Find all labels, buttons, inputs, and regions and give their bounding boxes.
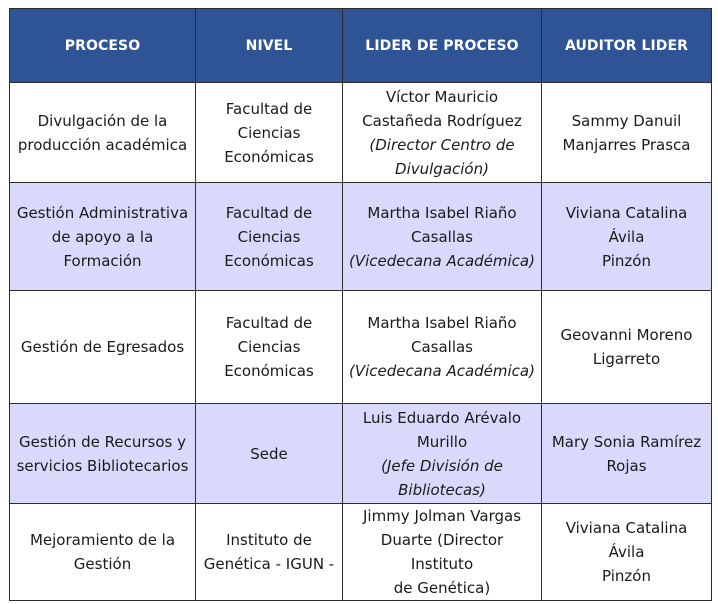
cell-lider [343,504,542,601]
lider-name: de Genética) [393,579,491,597]
cell-proceso [10,83,196,183]
proceso-text: Gestión de Egresados [20,338,185,356]
cell-lider [343,183,542,291]
cell-proceso [10,504,196,601]
auditor-text: Sammy Danuil [571,111,682,130]
proceso-text: de apoyo a la [51,227,154,246]
auditor-text: Manjarres Prasca [562,135,691,154]
proceso-text: Formación [63,251,142,270]
nivel-text: Económicas [224,362,314,380]
auditor-text: Pinzón [602,251,651,270]
nivel-text: Económicas [224,147,314,166]
table-row [10,83,712,183]
lider-role: (Director Centro de [369,135,515,154]
proceso-text: Gestión [73,555,132,573]
proceso-text: Gestión Administrativa [16,203,189,222]
lider-role: (Vicedecana Académica) [349,362,535,380]
auditor-text: Geovanni Moreno [560,326,693,344]
lider-name: Martha Isabel Riaño [367,203,517,222]
cell-auditor [542,183,712,291]
cell-auditor [542,404,712,504]
lider-name: Jimmy Jolman Vargas [362,507,522,525]
cell-lider [343,404,542,504]
cell-proceso [10,404,196,504]
nivel-text: Económicas [224,251,314,270]
table-row [10,183,712,291]
nivel-text: Ciencias [237,123,301,142]
cell-nivel [196,83,343,183]
header-proceso: PROCESO [10,9,196,83]
lider-role: (Vicedecana Académica) [349,251,535,270]
cell-proceso [10,291,196,404]
auditor-text: Pinzón [602,567,651,585]
proceso-text: Divulgación de la [37,111,168,130]
cell-lider [343,83,542,183]
proceso-text: Gestión de Recursos y [18,432,187,451]
cell-nivel [196,404,343,504]
nivel-text: Facultad de [225,314,313,332]
cell-auditor [542,291,712,404]
proceso-text: servicios Bibliotecarios [16,456,189,475]
lider-role: (Jefe División de [381,456,503,475]
cell-proceso [10,183,196,291]
cell-nivel [196,183,343,291]
auditor-text: Ligarreto [592,350,661,368]
lider-name: Murillo [416,432,468,451]
lider-name: Víctor Mauricio [385,87,499,106]
nivel-text: Ciencias [237,338,301,356]
lider-name: Luis Eduardo Arévalo [362,408,522,427]
lider-name: Castañeda Rodríguez [362,111,522,130]
nivel-text: Genética - IGUN - [203,555,335,573]
lider-name: Martha Isabel Riaño [367,314,517,332]
lider-role: Bibliotecas) [398,480,486,499]
lider-name: Casallas [410,338,473,356]
proceso-text: producción académica [17,135,188,154]
lider-role: Divulgación) [395,159,489,178]
header-nivel: NIVEL [196,9,343,83]
cell-nivel [196,504,343,601]
cell-lider [343,291,542,404]
nivel-text: Ciencias [237,227,301,246]
nivel-text: Instituto de [226,531,312,549]
nivel-text: Facultad de [225,203,313,222]
cell-auditor [542,504,712,601]
audit-table [9,8,712,601]
auditor-text: Viviana Catalina Ávila [565,203,688,246]
lider-name: Casallas [410,227,473,246]
auditor-text: Viviana Catalina Ávila [565,519,688,561]
header-row [10,9,712,83]
header-auditor: AUDITOR LIDER [542,9,712,83]
auditor-text: Rojas [606,456,647,475]
table-row [10,291,712,404]
header-lider: LIDER DE PROCESO [343,9,542,83]
lider-name: Duarte (Director Instituto [380,531,504,573]
proceso-text: Mejoramiento de la [29,531,176,549]
cell-nivel [196,291,343,404]
nivel-text: Facultad de [225,99,313,118]
table-row [10,504,712,601]
auditor-text: Mary Sonia Ramírez [551,432,702,451]
nivel-text: Sede [250,444,288,463]
cell-auditor [542,83,712,183]
table-row [10,404,712,504]
